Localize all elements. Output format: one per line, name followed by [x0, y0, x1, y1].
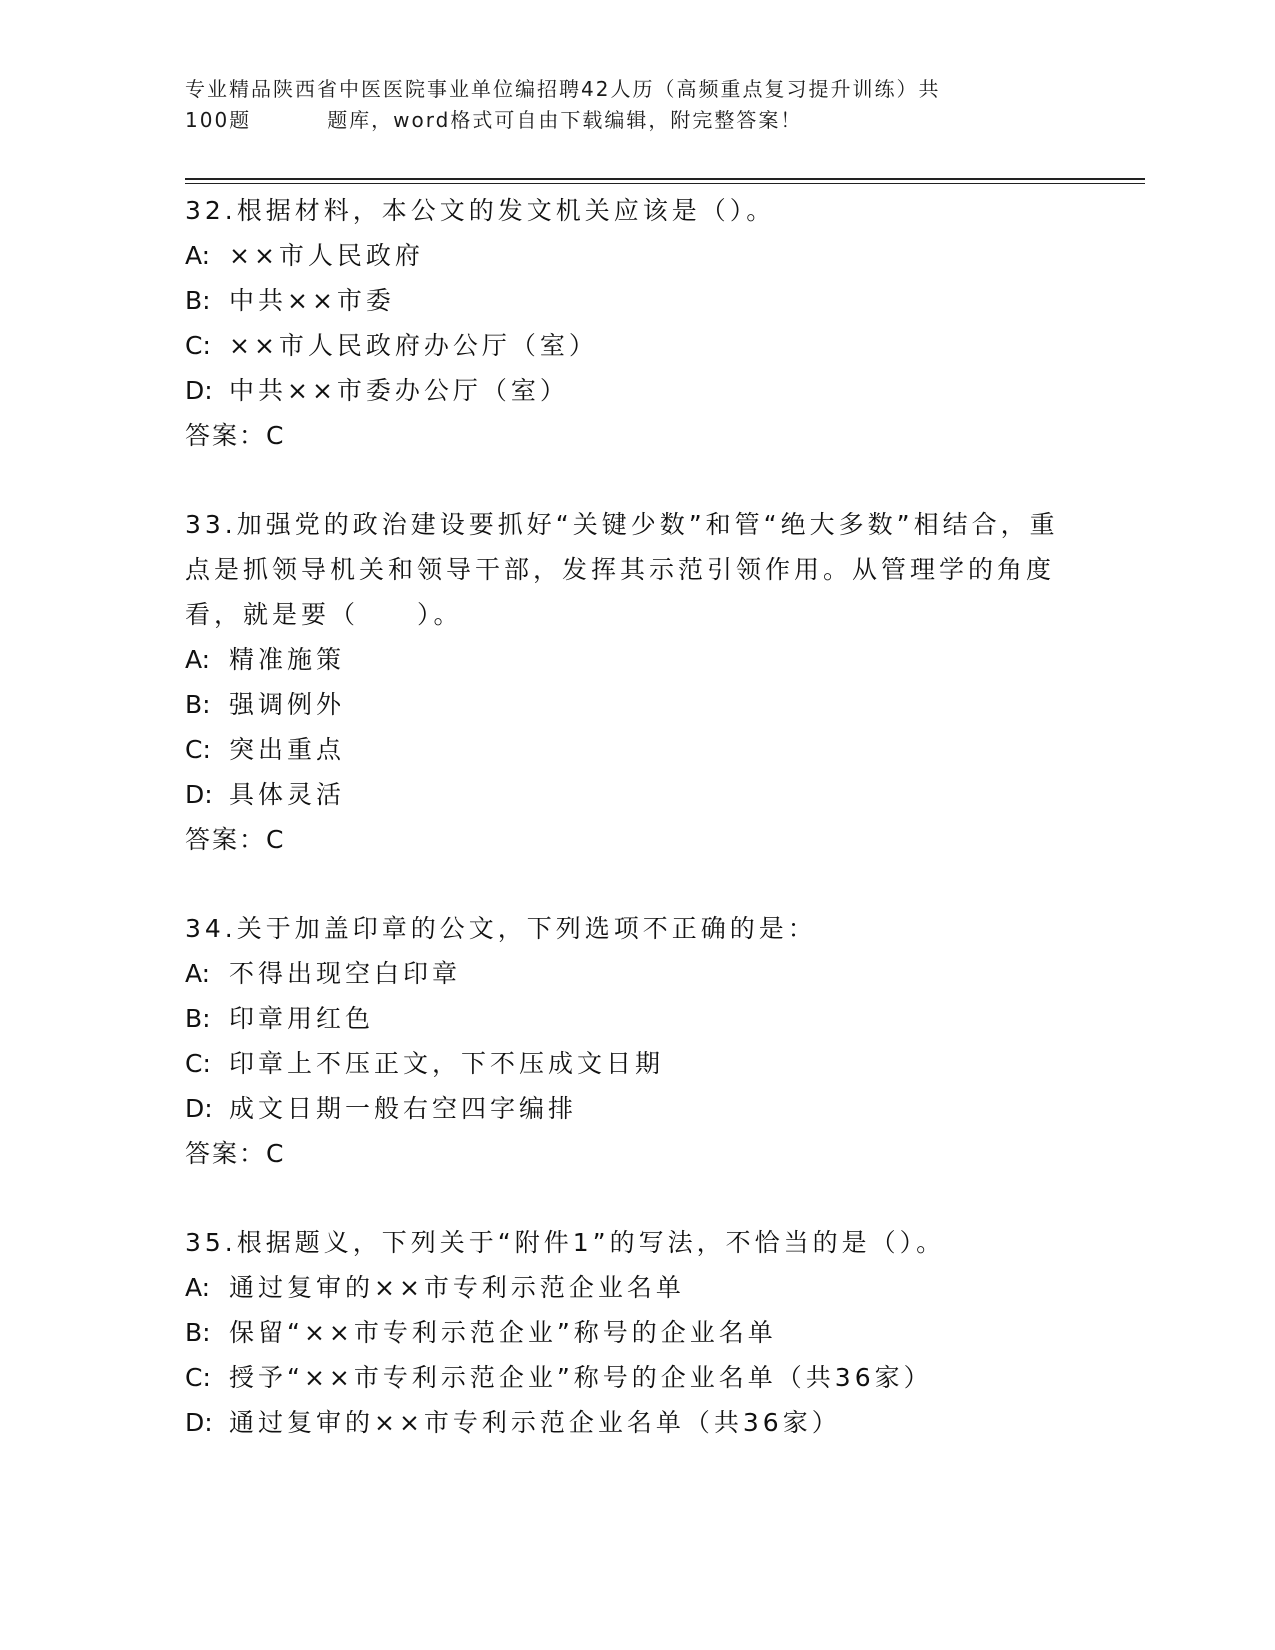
option-c	[185, 1355, 1085, 1400]
option-text: 保留“××市专利示范企业”称号的企业名单	[229, 1318, 777, 1347]
option-text: 成文日期一般右空四字编排	[229, 1094, 578, 1123]
option-d	[185, 1400, 1085, 1445]
option-letter: A:	[185, 1273, 211, 1302]
question-text: 35.根据题义，下列关于“附件1”的写法，不恰当的是（）。	[185, 1228, 946, 1257]
option-text: 具体灵活	[229, 780, 346, 809]
option-text: 印章上不压正文，下不压成文日期	[229, 1049, 665, 1078]
option-b	[185, 996, 1085, 1041]
question-text: 33.加强党的政治建设要抓好“关键少数”和管“绝大多数”相结合，重点是抓领导机关和领导干部，发挥其示范引领作用。从管理学的角度看，就是要（ ）。	[185, 510, 1059, 629]
option-letter: C:	[185, 1049, 211, 1078]
option-a	[185, 1265, 1085, 1310]
option-text: 中共××市委	[229, 286, 395, 315]
question-list	[185, 188, 1085, 1445]
option-letter: B:	[185, 286, 211, 315]
option-text: 精准施策	[229, 645, 346, 674]
header-line-2	[185, 105, 1085, 136]
header-line-2-text: 题库，word格式可自由下载编辑，附完整答案！	[327, 108, 803, 132]
option-letter: B:	[185, 690, 211, 719]
option-letter: A:	[185, 645, 211, 674]
option-text: 通过复审的××市专利示范企业名单（共36家）	[229, 1408, 841, 1437]
option-text: 中共××市委办公厅（室）	[229, 376, 569, 405]
answer: 答案：C	[185, 825, 286, 854]
option-letter: C:	[185, 735, 211, 764]
option-d	[185, 772, 1085, 817]
answer: 答案：C	[185, 1139, 286, 1168]
option-text: ××市人民政府办公厅（室）	[229, 331, 598, 360]
option-text: 印章用红色	[229, 1004, 375, 1033]
option-b	[185, 1310, 1085, 1355]
question-35	[185, 1220, 1085, 1445]
option-letter: D:	[185, 1094, 213, 1123]
option-c	[185, 1041, 1085, 1086]
option-b	[185, 278, 1085, 323]
option-d	[185, 368, 1085, 413]
option-letter: B:	[185, 1004, 211, 1033]
option-text: 通过复审的××市专利示范企业名单	[229, 1273, 685, 1302]
question-34	[185, 906, 1085, 1176]
option-letter: D:	[185, 376, 213, 405]
option-b	[185, 682, 1085, 727]
header-line-1: 专业精品陕西省中医医院事业单位编招聘42人历（高频重点复习提升训练）共	[185, 77, 941, 101]
option-letter: D:	[185, 1408, 213, 1437]
question-text: 34.关于加盖印章的公文，下列选项不正确的是：	[185, 914, 817, 943]
option-letter: B:	[185, 1318, 211, 1347]
option-d	[185, 1086, 1085, 1131]
option-letter: C:	[185, 331, 211, 360]
header-rule-thick	[185, 178, 1145, 180]
option-letter: C:	[185, 1363, 211, 1392]
option-text: ××市人民政府	[229, 241, 424, 270]
option-text: 突出重点	[229, 735, 346, 764]
question-text: 32.根据材料，本公文的发文机关应该是（）。	[185, 196, 776, 225]
option-text: 不得出现空白印章	[229, 959, 462, 988]
option-a	[185, 233, 1085, 278]
header-line-2-count: 100题	[185, 108, 252, 132]
question-33	[185, 502, 1085, 862]
option-letter: D:	[185, 780, 213, 809]
option-letter: A:	[185, 959, 211, 988]
option-c	[185, 727, 1085, 772]
document-header	[185, 74, 1085, 136]
option-a	[185, 951, 1085, 996]
header-rule-thin	[185, 183, 1145, 184]
option-letter: A:	[185, 241, 211, 270]
option-a	[185, 637, 1085, 682]
option-text: 授予“××市专利示范企业”称号的企业名单（共36家）	[229, 1363, 933, 1392]
option-text: 强调例外	[229, 690, 346, 719]
question-32	[185, 188, 1085, 458]
option-c	[185, 323, 1085, 368]
answer: 答案：C	[185, 421, 286, 450]
